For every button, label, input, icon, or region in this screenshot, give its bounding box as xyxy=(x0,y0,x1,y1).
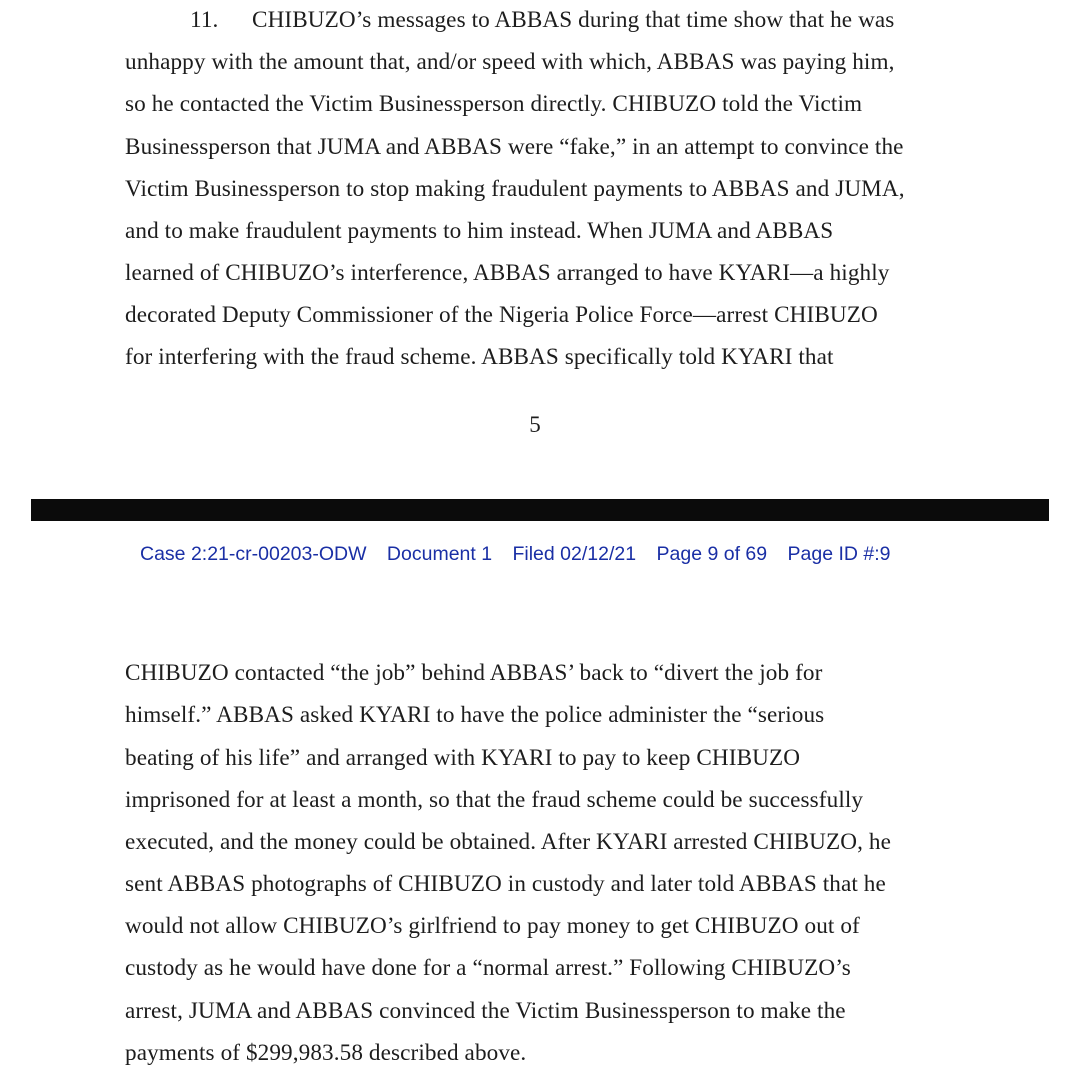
case-number: Case 2:21-cr-00203-ODW xyxy=(140,543,367,565)
paragraph-line: decorated Deputy Commissioner of the Nigeria Police Force—arrest CHIBUZO xyxy=(125,302,878,328)
paragraph-line: imprisoned for at least a month, so that the fraud scheme could be successfully xyxy=(125,787,864,813)
paragraph-11-line-1 xyxy=(190,6,894,34)
paragraph-line: payments of $299,983.58 described above. xyxy=(125,1040,527,1066)
paragraph-number: 11. xyxy=(190,7,219,33)
paragraph-line: sent ABBAS photographs of CHIBUZO in custody and later told ABBAS that he xyxy=(125,871,886,897)
paragraph-line: for interfering with the fraud scheme. ABBAS specifically told KYARI that xyxy=(125,344,834,370)
paragraph-line: learned of CHIBUZO’s interference, ABBAS arranged to have KYARI—a highly xyxy=(125,260,890,286)
page-id: Page ID #:9 xyxy=(787,543,891,565)
paragraph-line: Victim Businessperson to stop making fraudulent payments to ABBAS and JUMA, xyxy=(125,176,905,202)
document-number: Document 1 xyxy=(386,543,493,565)
paragraph-line: himself.” ABBAS asked KYARI to have the police administer the “serious xyxy=(125,702,825,728)
page-break-divider xyxy=(31,499,1049,521)
paragraph-line: beating of his life” and arranged with KYARI to pay to keep CHIBUZO xyxy=(125,745,801,771)
page-number: 5 xyxy=(529,412,541,437)
paragraph-text: CHIBUZO’s messages to ABBAS during that time show that he was xyxy=(252,7,895,33)
paragraph-line: unhappy with the amount that, and/or speed with which, ABBAS was paying him, xyxy=(125,49,895,75)
paragraph-line: CHIBUZO contacted “the job” behind ABBAS’ back to “divert the job for xyxy=(125,660,823,686)
page-count: Page 9 of 69 xyxy=(656,543,768,565)
case-header xyxy=(140,541,891,567)
paragraph-line: Businessperson that JUMA and ABBAS were “fake,” in an attempt to convince the xyxy=(125,134,904,160)
paragraph-line: and to make fraudulent payments to him instead. When JUMA and ABBAS xyxy=(125,218,834,244)
paragraph-line: arrest, JUMA and ABBAS convinced the Victim Businessperson to make the xyxy=(125,998,846,1024)
paragraph-line: so he contacted the Victim Businessperson directly. CHIBUZO told the Victim xyxy=(125,91,863,117)
paragraph-line: would not allow CHIBUZO’s girlfriend to pay money to get CHIBUZO out of xyxy=(125,913,860,939)
filed-date: Filed 02/12/21 xyxy=(512,543,637,565)
paragraph-line: custody as he would have done for a “normal arrest.” Following CHIBUZO’s xyxy=(125,955,851,981)
paragraph-line: executed, and the money could be obtained. After KYARI arrested CHIBUZO, he xyxy=(125,829,892,855)
